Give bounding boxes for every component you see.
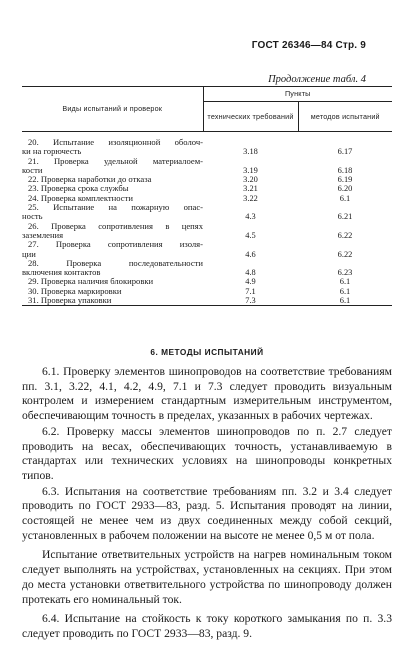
tests-table	[22, 86, 392, 306]
test-name-line: ность	[22, 211, 43, 222]
method-point: 6.18	[337, 165, 353, 175]
test-name-line: 28. Проверка последовательности	[28, 257, 203, 268]
table-row	[22, 222, 392, 241]
test-name-line: заземления	[22, 229, 64, 240]
tech-req-point: 7.1	[245, 286, 256, 296]
method-point: 6.17	[337, 147, 353, 157]
table-row	[22, 240, 392, 259]
tech-req-point: 4.8	[245, 268, 256, 278]
table-body	[22, 132, 392, 306]
method-point: 6.1	[298, 296, 392, 306]
tech-req-point: 3.19	[243, 165, 258, 175]
test-name-cell	[22, 240, 203, 259]
col-tech-req-header: технических требований	[203, 102, 298, 132]
table-row	[22, 259, 392, 278]
test-name-line: 23. Проверка срока службы	[28, 183, 129, 194]
method-point: 6.21	[337, 212, 353, 222]
test-name-line: 25. Испытание на пожарную опас-	[28, 202, 203, 213]
tech-req-point: 4.6	[245, 249, 256, 259]
table-row	[22, 132, 392, 157]
test-name-line: 21. Проверка удельной материалоем-	[28, 155, 203, 166]
tech-req-point: 7.3	[203, 296, 298, 306]
tech-req-point: 4.5	[245, 230, 256, 240]
test-name-line: 20. Испытание изоляционной оболоч-	[28, 137, 203, 147]
test-name-cell	[22, 259, 203, 278]
test-name-cell	[22, 157, 203, 176]
test-name-line: 24. Проверка комплектности	[28, 192, 133, 203]
paragraph: Испытание ответвительных устройств на нагрев номинальным током следует выполнять на устройствах, установленных на секциях. При этом до места установки ответвительного устройства по шинопроводу должен протекать его номинальный ток.	[22, 548, 392, 606]
section-title: 6. МЕТОДЫ ИСПЫТАНИЙ	[150, 347, 264, 357]
method-point: 6.23	[337, 268, 353, 278]
col-points-header: Пункты	[203, 87, 392, 102]
tech-req-point: 3.21	[243, 184, 258, 194]
test-name-line: 27. Проверка сопротивления изоля-	[28, 239, 203, 250]
paragraph: 6.1. Проверку элементов шинопроводов на соответствие требованиям пп. 3.1, 3.22, 4.1, 4.2, 4.9, 7.1 и 7.3 следует проводить визуальным контролем и измерением стандартным измерительным инструментом, обеспечивающим точность в пределах, указанных в рабочих чертежах.	[22, 365, 392, 423]
paragraph: 6.4. Испытание на стойкость к току короткого замыкания по п. 3.3 следует проводить по ГОСТ 2933—83, разд. 9.	[22, 612, 392, 640]
col-type-header: Виды испытаний и проверок	[22, 87, 203, 132]
tech-req-point: 3.22	[243, 193, 258, 203]
table-row	[22, 203, 392, 222]
tech-req-point: 4.3	[245, 212, 256, 222]
test-name-cell	[22, 222, 203, 241]
body-text	[22, 365, 392, 643]
test-name-line: 26. Проверка сопротивления в цепях	[28, 220, 203, 231]
test-name-line: ки на горючесть	[22, 146, 82, 157]
test-name-cell	[22, 132, 203, 157]
test-name-line: включения контактов	[22, 267, 101, 278]
method-point: 6.1	[339, 286, 351, 296]
tech-req-point: 3.20	[243, 175, 258, 185]
paragraph: 6.3. Испытания на соответствие требованиям пп. 3.2 и 3.4 следует проводить по ГОСТ 2933—83, разд. 5. Испытания проводят на линии, состоящей не менее чем из двух соединенных между собой секций, установленных в рабочем положении на высоте не менее 0,5 м от пола.	[22, 484, 392, 542]
tech-req-point: 4.9	[245, 277, 256, 287]
method-point: 6.20	[337, 184, 353, 194]
document-reference: ГОСТ 26346—84 Стр. 9	[251, 40, 366, 51]
table-row	[22, 157, 392, 176]
paragraph: 6.2. Проверку массы элементов шинопроводов по п. 2.7 следует проводить на весах, обеспечивающих точность, устанавливаемую в стандартах или технических условиях на шинопроводы конкретных типов.	[22, 424, 392, 482]
table-row	[22, 296, 392, 306]
tech-req-point: 3.18	[243, 147, 258, 157]
method-point: 6.22	[337, 230, 353, 240]
method-point: 6.1	[339, 277, 351, 287]
test-name-line: ции	[22, 248, 36, 259]
test-name-line: кости	[22, 164, 43, 175]
table-continuation-label: Продолжение табл. 4	[268, 74, 366, 85]
col-methods-header: методов испытаний	[298, 102, 392, 132]
method-point: 6.19	[337, 175, 353, 185]
test-name-cell	[22, 296, 203, 306]
test-name-line: 30. Проверка маркировки	[28, 285, 122, 296]
test-name-line: 31. Проверка упаковки	[28, 295, 112, 306]
method-point: 6.22	[337, 249, 353, 259]
method-point: 6.1	[339, 193, 351, 203]
test-name-line: 22. Проверка наработки до отказа	[28, 174, 152, 185]
test-name-cell	[22, 203, 203, 222]
test-name-line: 29. Проверка наличия блокировки	[28, 276, 154, 287]
